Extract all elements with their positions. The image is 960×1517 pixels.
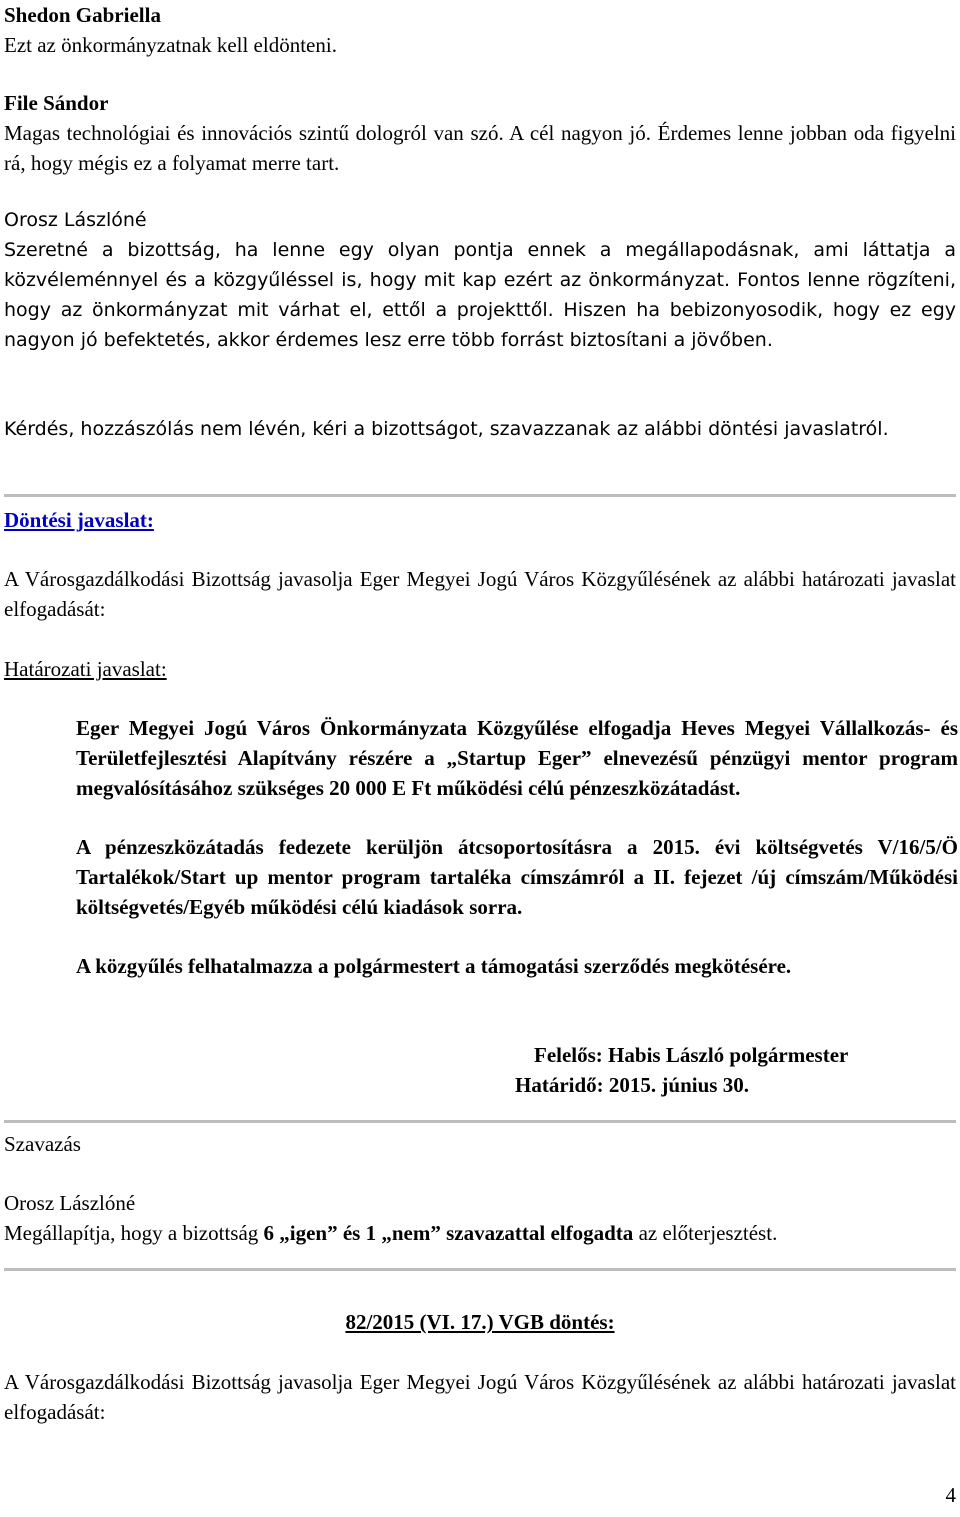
speaker-name: Orosz Lászlóné	[4, 209, 147, 231]
vote-result-bold: 6 „igen” és 1 „nem” szavazattal elfogadta	[263, 1221, 634, 1245]
proposal-intro: A Városgazdálkodási Bizottság javasolja Eger Megyei Jogú Város Közgyűlésének az alábbi határozati javaslat elfogadását:	[4, 567, 956, 621]
divider	[4, 1268, 956, 1271]
divider	[4, 1120, 956, 1123]
decision-intro: A Városgazdálkodási Bizottság javasolja Eger Megyei Jogú Város Közgyűlésének az alábbi határozati javaslat elfogadását:	[4, 1370, 956, 1424]
resolution-paragraph-1: Eger Megyei Jogú Város Önkormányzata Közgyűlése elfogadja Heves Megyei Vállalkozás- és Területfejlesztési Alapítvány részére a „Startup Eger” elnevezésű pénzügyi mentor program megvalósításához szükséges 20 000 E Ft működési célú pénzeszközátadást.	[76, 716, 958, 800]
vote-result-suffix: az előterjesztést.	[633, 1221, 778, 1245]
vote-block	[4, 1188, 956, 1248]
proposal-heading: Döntési javaslat:	[4, 508, 154, 532]
resolution-paragraph-3: A közgyűlés felhatalmazza a polgármestert a támogatási szerződés megkötésére.	[76, 954, 792, 978]
speaker-text: Ezt az önkormányzatnak kell eldönteni.	[4, 33, 337, 57]
decision-heading: 82/2015 (VI. 17.) VGB döntés:	[345, 1310, 615, 1334]
vote-result	[4, 1218, 956, 1248]
question-paragraph: Kérdés, hozzászólás nem lévén, kéri a bizottságot, szavazzanak az alábbi döntési javaslatról.	[4, 418, 889, 440]
speaker-block-file	[4, 88, 956, 178]
resolution-paragraph-2: A pénzeszközátadás fedezete kerüljön átcsoportosításra a 2015. évi költségvetés V/16/5/Ö Tartalékok/Start up mentor program tartaléka címszámról a II. fejezet /új címszám/Működési költségvetés/Egyéb működési célú kiadások sorra.	[76, 835, 958, 919]
speaker-name: Shedon Gabriella	[4, 3, 161, 27]
page-number: 4	[945, 1483, 956, 1507]
vote-result-prefix: Megállapítja, hogy a bizottság	[4, 1221, 264, 1245]
responsible-line: Felelős: Habis László polgármester	[534, 1043, 849, 1067]
speaker-text: Magas technológiai és innovációs szintű dologról van szó. A cél nagyon jó. Érdemes lenne jobban oda figyelni rá, hogy mégis ez a folyamat merre tart.	[4, 121, 956, 175]
speaker-text: Szeretné a bizottság, ha lenne egy olyan pontja ennek a megállapodásnak, ami láttatja a közvéleménnyel és a közgyűléssel is, hogy mit kap ezért az önkormányzat. Fontos lenne rögzíteni, hogy az önkormányzat mit várhat el, ettől a projekttől. Hiszen ha bebizonyosodik, hogy ez egy nagyon jó befektetés, akkor érdemes lesz erre több forrást biztosítani a jövőben.	[4, 239, 956, 351]
proposal-heading-wrap	[4, 505, 956, 535]
speaker-block-shedon	[4, 0, 956, 60]
divider	[4, 494, 956, 497]
resolution-heading-wrap	[4, 654, 956, 684]
decision-heading-wrap	[4, 1307, 956, 1337]
speaker-block-orosz	[4, 205, 956, 355]
speaker-name: File Sándor	[4, 91, 109, 115]
resolution-heading: Határozati javaslat:	[4, 657, 167, 681]
vote-speaker: Orosz Lászlóné	[4, 1191, 136, 1215]
deadline-line: Határidő: 2015. június 30.	[515, 1073, 749, 1097]
vote-label: Szavazás	[4, 1132, 81, 1156]
